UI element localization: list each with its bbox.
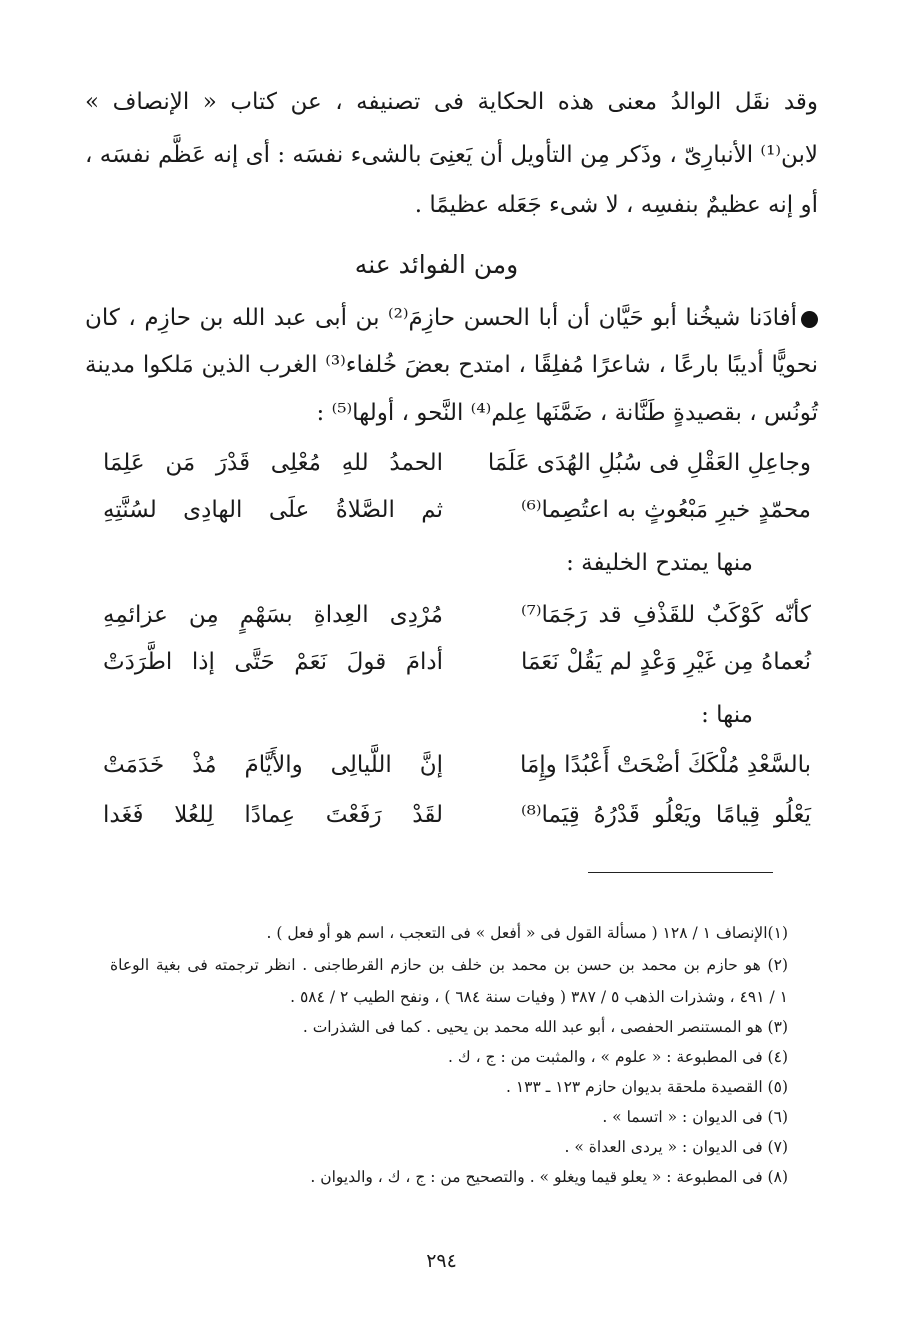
footnote: (٥) القصيدة ملحقة بديوان حازم ١٢٣ ـ ١٣٣ . [506,1078,788,1096]
page-number: ٢٩٤ [426,1250,457,1272]
verse-first-hemistich: إنَّ اللَّيالِى والأَيَّامَ مُذْ خَدَمَتْ [103,752,443,778]
footnote-separator [588,872,773,873]
verse-first-hemistich: الحمدُ للهِ مُعْلِى قَدْرَ مَن عَلِمَا [103,450,443,476]
bullet-icon [801,311,818,328]
verse-first-hemistich: أدامَ قولَ نَعَمْ حَتَّى إذا اطَّرَدَتْ [103,649,443,675]
paragraph-line: نحويًّا أديبًا بارعًا ، شاعرًا مُفلِقًا ، امتدح بعضَ خُلفاء⁽³⁾ الغرب الذين مَلكوا مدينة [85,352,818,378]
paragraph-line: وقد نقَل الوالدُ معنى هذه الحكاية فى تصنيفه ، عن كتاب « الإنصاف » [85,89,818,115]
section-label: منها : [701,702,753,728]
paragraph-line: أو إنه عظيمٌ بنفسِه ، لا شىء جَعَله عظيمًا . [414,192,818,218]
section-label: منها يمتدح الخليفة : [566,550,753,576]
verse-second-hemistich: وجاعِلِ العَقْلِ فى سُبُلِ الهُدَى عَلَمَا [487,450,811,476]
footnote: (٣) هو المستنصر الحفصى ، أبو عبد الله محمد بن يحيى . كما فى الشذرات . [302,1018,788,1036]
verse-second-hemistich: بالسَّعْدِ مُلْكَكَ أضْحَتْ أَعْبُدًا وإِمَا [519,752,811,778]
footnote: ١ / ٤٩١ ، وشذرات الذهب ٥ / ٣٨٧ ( وفيات سنة ٦٨٤ ) ، ونفح الطيب ٢ / ٥٨٤ . [290,988,788,1006]
paragraph-line-text: أفادَنا شيخُنا أبو حَيَّان أن أبا الحسن حازِمَ⁽²⁾ بن أبى عبد الله بن حازِم ، كان [85,305,798,331]
paragraph-line: لابن⁽¹⁾ الأنبارِىّ ، وذَكر مِن التأويل أن يَعنِىَ بالشىء نفسَه : أى إنه عَظَّم نفسَه ، [85,142,818,168]
section-heading: ومن الفوائد عنه [354,250,519,279]
footnote: (٦) فى الديوان : « اتسما » . [602,1108,788,1126]
footnote: (٢) هو حازم بن محمد بن حسن بن محمد بن خلف بن حازم القرطاجنى . انظر ترجمته فى بغية الوعاة [110,956,788,974]
verse-second-hemistich: نُعماهُ مِن غَيْرِ وَعْدٍ لم يَقُلْ نَعَمَا [521,649,811,675]
footnote: (٤) فى المطبوعة : « علوم » ، والمثبت من : ج ، ك . [448,1048,788,1066]
verse-first-hemistich: ثم الصَّلاةُ علَى الهادِى لسُنَّتِهِ [103,497,443,523]
footnote: (٨) فى المطبوعة : « يعلو قيما ويغلو » . والتصحيح من : ج ، ك ، والديوان . [310,1168,788,1186]
verse-second-hemistich: يَعْلُو قِيامًا ويَعْلُو قَدْرُهُ قِيَما⁽⁸⁾ [521,802,811,828]
paragraph-line [85,298,818,338]
verse-first-hemistich: لقَدْ رَفَعْتَ عِمادًا لِلعُلا فَغَدا [103,802,443,828]
footnote: (٧) فى الديوان : « يردى العداة » . [564,1138,788,1156]
verse-second-hemistich: محمّدٍ خيرِ مَبْعُوثٍ به اعتُصِما⁽⁶⁾ [521,497,811,523]
paragraph-line: تُونُس ، بقصيدةٍ طَنَّانة ، ضَمَّنَها عِلم⁽⁴⁾ النَّحو ، أولها⁽⁵⁾ : [316,400,818,426]
footnote: (١)الإنصاف ١ / ١٢٨ ( مسألة القول فى « أفعل » فى التعجب ، اسم هو أو فعل ) . [266,924,788,942]
verse-second-hemistich: كأنّه كَوْكَبٌ للقَذْفِ قد رَجَمَا⁽⁷⁾ [521,602,811,628]
verse-first-hemistich: مُرْدِى العِداةِ بسَهْمٍ مِن عزائمِهِ [103,602,443,628]
